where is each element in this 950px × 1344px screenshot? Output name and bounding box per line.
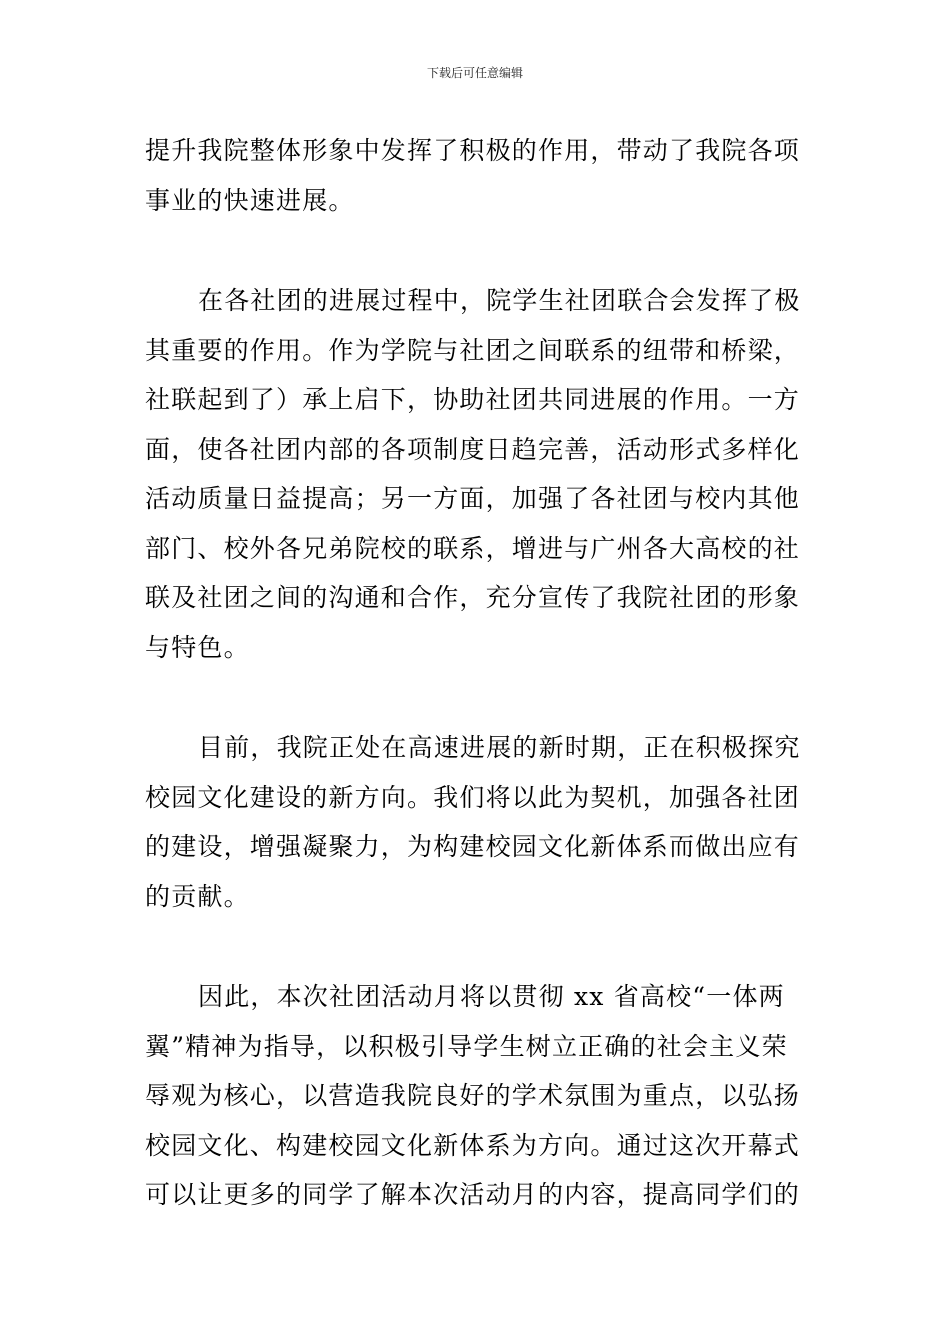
text-line: 校园文化建设的新方向。我们将以此为契机，加强各社团 — [145, 782, 801, 812]
paragraph-3 — [145, 723, 810, 921]
text-line: 事业的快速进展。 — [145, 185, 355, 215]
document-body — [145, 126, 810, 1220]
text-line: 辱观为核心，以营造我院良好的学术氛围为重点，以弘扬 — [145, 1081, 801, 1110]
paragraph-spacer — [145, 225, 810, 276]
text-line: 的建设，增强凝聚力，为构建校园文化新体系而做出应有 — [145, 832, 801, 861]
text-line: 部门、校外各兄弟院校的联系，增进与广州各大高校的社 — [145, 533, 801, 563]
text-line: 活动质量日益提高；另一方面，加强了各社团与校内其他 — [145, 484, 801, 513]
text-line: 联及社团之间的沟通和合作，充分宣传了我院社团的形象 — [145, 583, 801, 612]
paragraph-spacer — [145, 672, 810, 723]
paragraph-spacer — [145, 921, 810, 972]
page-header: 下载后可任意编辑 — [426, 66, 523, 80]
text-line: 的贡献。 — [145, 881, 250, 911]
text-line: 其重要的作用。作为学院与社团之间联系的纽带和桥梁， — [145, 335, 801, 365]
text-line: 校园文化、构建校园文化新体系为方向。通过这次开幕式 — [145, 1130, 801, 1160]
text-line: 翼”精神为指导，以积极引导学生树立正确的社会主义荣 — [145, 1031, 788, 1061]
paragraph-4 — [145, 972, 810, 1220]
text-line: 提升我院整体形象中发挥了积极的作用，带动了我院各项 — [145, 136, 801, 165]
text-line: 社联起到了）承上启下，协助社团共同进展的作用。一方 — [145, 385, 801, 414]
paragraph-1 — [145, 126, 810, 225]
text-line: 因此，本次社团活动月将以贯彻 xx 省高校“一体两 — [198, 982, 785, 1011]
text-line: 目前，我院正处在高速进展的新时期，正在积极探究 — [198, 733, 801, 762]
text-line: 面，使各社团内部的各项制度日趋完善，活动形式多样化 — [145, 434, 801, 464]
text-line: 与特色。 — [145, 632, 250, 662]
text-line: 在各社团的进展过程中，院学生社团联合会发挥了极 — [198, 286, 801, 315]
paragraph-2 — [145, 276, 810, 672]
text-line: 可以让更多的同学了解本次活动月的内容，提高同学们的 — [145, 1180, 801, 1209]
